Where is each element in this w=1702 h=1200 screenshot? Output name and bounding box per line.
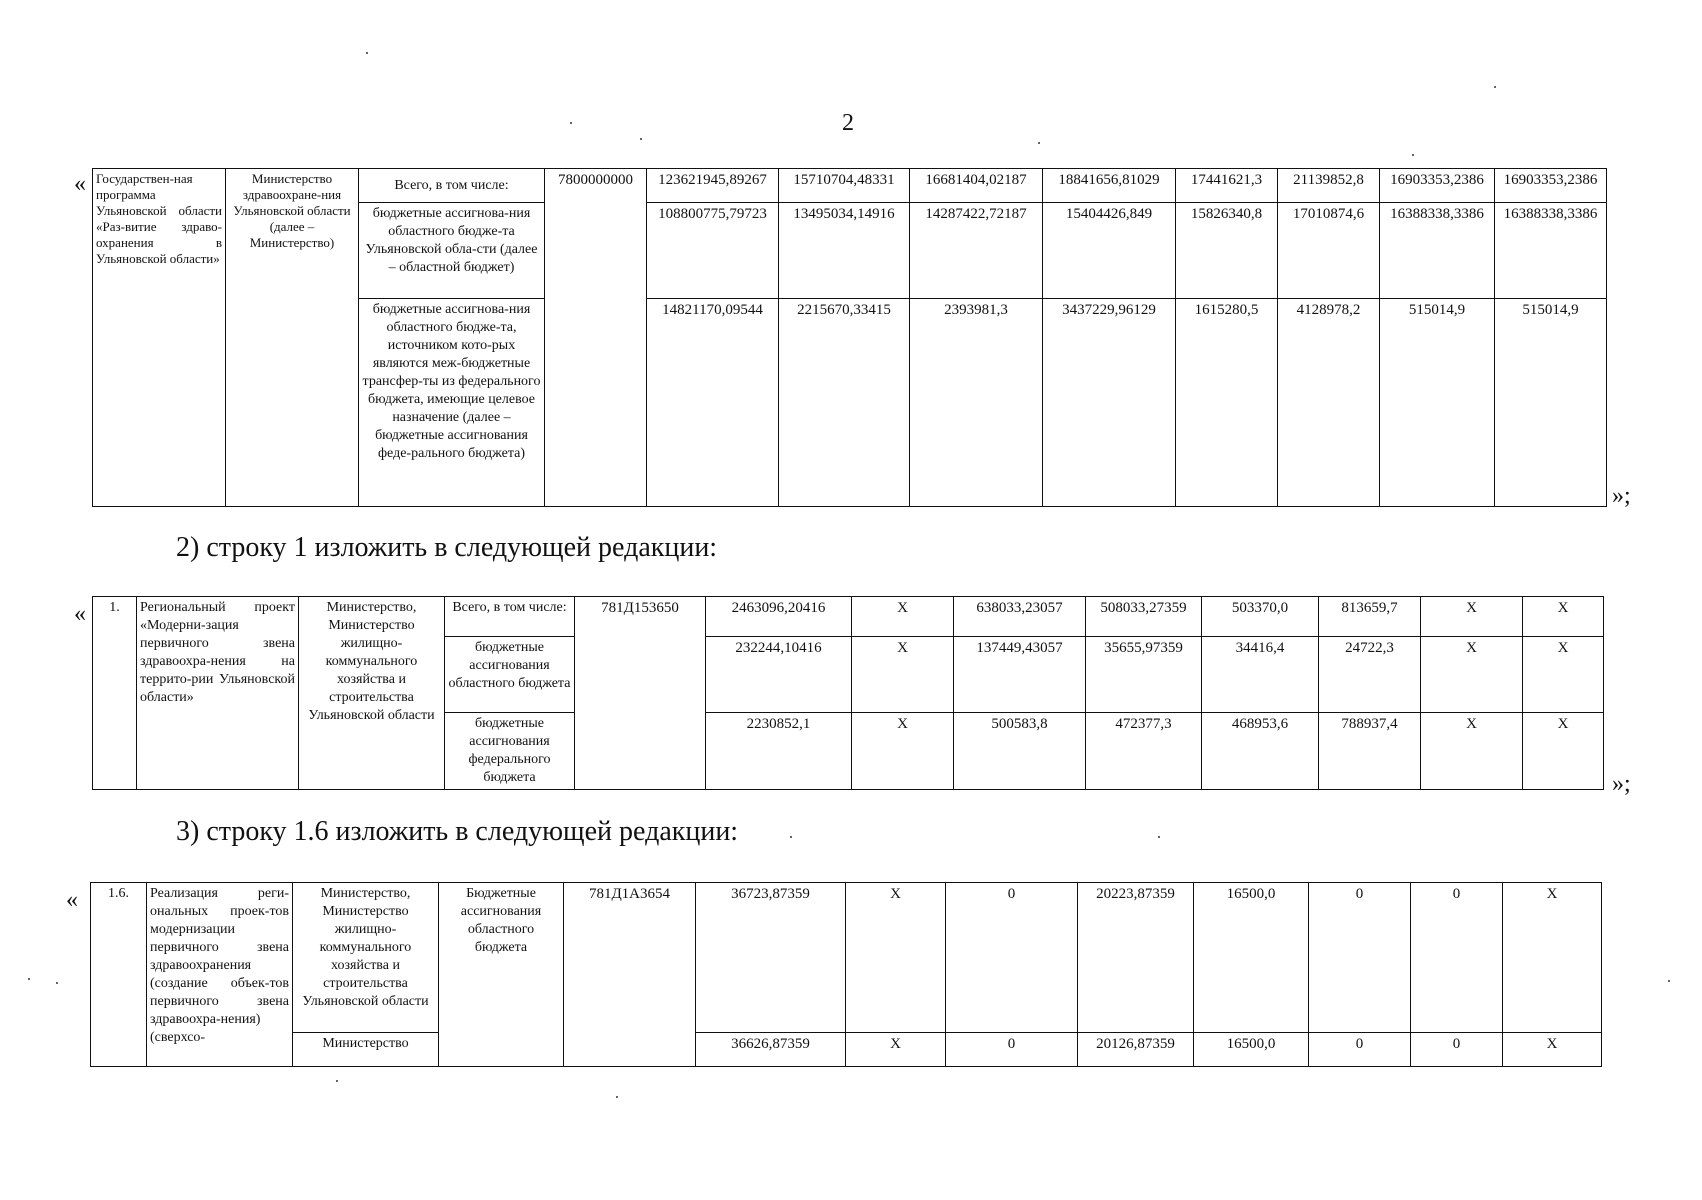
value-cell: X: [1421, 597, 1523, 637]
value-cell: 15404426,849: [1043, 203, 1176, 299]
scan-speck: [1158, 836, 1160, 838]
budget-code: 781Д1А3654: [564, 883, 696, 1067]
value-cell: 21139852,8: [1278, 169, 1380, 203]
heading-row-1-6: 3) строку 1.6 изложить в следующей редакции:: [176, 816, 739, 847]
scan-speck: [1668, 980, 1670, 982]
value-cell: 16388338,3386: [1380, 203, 1495, 299]
ministry-name: Министерство, Министерство жилищно-коммунального хозяйства и строительства Ульяновской области: [299, 597, 445, 790]
scan-speck: [1494, 86, 1496, 88]
value-cell: 16903353,2386: [1495, 169, 1607, 203]
project-name: Региональный проект «Модерни-зация первичного звена здравоохра-нения на террито-рии Ульяновской области»: [137, 597, 299, 790]
value-cell: 108800775,79723: [647, 203, 779, 299]
value-cell: 123621945,89267: [647, 169, 779, 203]
value-cell: 2463096,20416: [706, 597, 852, 637]
value-cell: 16388338,3386: [1495, 203, 1607, 299]
value-cell: 36723,87359: [696, 883, 846, 1033]
quote-open-3: «: [66, 887, 78, 913]
row-label: бюджетные ассигнова-ния областного бюдже-та, источником кото-рых являются меж-бюджетные трансфер-ты из федерального бюджета, имеющие целевое назначение (далее – бюджетные ассигнования феде-рального бюджета): [359, 299, 545, 507]
scan-speck: [28, 978, 30, 980]
row-label: бюджетные ассигнования федерального бюджета: [445, 713, 575, 790]
row-label: бюджетные ассигнова-ния областного бюдже-та Ульяновской обла-сти (далее – областной бюджет): [359, 203, 545, 299]
value-cell: X: [1503, 1033, 1602, 1067]
value-cell: 468953,6: [1202, 713, 1319, 790]
value-cell: 472377,3: [1086, 713, 1202, 790]
row-label: Всего, в том числе:: [359, 169, 545, 203]
value-cell: X: [1421, 713, 1523, 790]
ministry-name: Министерство, Министерство жилищно-коммунального хозяйства и строительства Ульяновской области: [293, 883, 439, 1033]
scan-speck: [570, 122, 572, 124]
value-cell: X: [852, 713, 954, 790]
budget-code: 7800000000: [545, 169, 647, 507]
quote-open-2: «: [74, 601, 86, 627]
value-cell: X: [852, 597, 954, 637]
value-cell: 4128978,2: [1278, 299, 1380, 507]
row-label: Бюджетные ассигнования областного бюджета: [439, 883, 564, 1067]
value-cell: 14287422,72187: [910, 203, 1043, 299]
value-cell: 18841656,81029: [1043, 169, 1176, 203]
value-cell: X: [1503, 883, 1602, 1033]
value-cell: 16500,0: [1194, 883, 1309, 1033]
ministry-name: Министерство здравоохране-ния Ульяновской области (далее – Министерство): [226, 169, 359, 507]
table-regional-project: [92, 596, 1604, 790]
value-cell: 16681404,02187: [910, 169, 1043, 203]
scan-speck: [640, 138, 642, 140]
budget-code: 781Д153650: [575, 597, 706, 790]
value-cell: 0: [946, 1033, 1078, 1067]
value-cell: 0: [1411, 883, 1503, 1033]
value-cell: 500583,8: [954, 713, 1086, 790]
value-cell: 35655,97359: [1086, 637, 1202, 713]
row-label: Всего, в том числе:: [445, 597, 575, 637]
value-cell: X: [846, 883, 946, 1033]
value-cell: X: [1523, 597, 1604, 637]
project-name: Реализация реги-ональных проек-тов модернизации первичного звена здравоохранения (создание объек-тов первичного звена здравоохра-нения) (сверхсо-: [147, 883, 293, 1067]
value-cell: X: [1523, 637, 1604, 713]
value-cell: 788937,4: [1319, 713, 1421, 790]
value-cell: 508033,27359: [1086, 597, 1202, 637]
value-cell: 0: [946, 883, 1078, 1033]
quote-open-1: «: [74, 171, 86, 197]
value-cell: X: [846, 1033, 946, 1067]
quote-close-1: »;: [1612, 483, 1631, 509]
value-cell: 17010874,6: [1278, 203, 1380, 299]
value-cell: 17441621,3: [1176, 169, 1278, 203]
table-state-program: [92, 168, 1607, 507]
row-number: 1.6.: [91, 883, 147, 1067]
value-cell: 34416,4: [1202, 637, 1319, 713]
value-cell: 503370,0: [1202, 597, 1319, 637]
value-cell: 0: [1411, 1033, 1503, 1067]
value-cell: 2215670,33415: [779, 299, 910, 507]
value-cell: 232244,10416: [706, 637, 852, 713]
scan-speck: [790, 836, 792, 838]
value-cell: 15826340,8: [1176, 203, 1278, 299]
value-cell: 2393981,3: [910, 299, 1043, 507]
value-cell: 515014,9: [1495, 299, 1607, 507]
program-name: Государствен-ная программа Ульяновской области «Раз-витие здраво-охранения в Ульяновской области»: [93, 169, 226, 507]
scan-speck: [366, 52, 368, 54]
value-cell: 813659,7: [1319, 597, 1421, 637]
row-number: 1.: [93, 597, 137, 790]
value-cell: 15710704,48331: [779, 169, 910, 203]
value-cell: 16500,0: [1194, 1033, 1309, 1067]
page-number: 2: [842, 110, 854, 136]
value-cell: X: [1421, 637, 1523, 713]
quote-close-2: »;: [1612, 771, 1631, 797]
value-cell: 20223,87359: [1078, 883, 1194, 1033]
value-cell: 36626,87359: [696, 1033, 846, 1067]
table-row-1-6: [90, 882, 1602, 1067]
value-cell: 16903353,2386: [1380, 169, 1495, 203]
value-cell: 137449,43057: [954, 637, 1086, 713]
scan-speck: [1412, 154, 1414, 156]
row-label: бюджетные ассигнования областного бюджета: [445, 637, 575, 713]
value-cell: 1615280,5: [1176, 299, 1278, 507]
ministry-name: Министерство: [293, 1033, 439, 1067]
value-cell: 0: [1309, 883, 1411, 1033]
scan-speck: [616, 1096, 618, 1098]
value-cell: 2230852,1: [706, 713, 852, 790]
value-cell: 14821170,09544: [647, 299, 779, 507]
value-cell: X: [852, 637, 954, 713]
value-cell: 13495034,14916: [779, 203, 910, 299]
value-cell: 0: [1309, 1033, 1411, 1067]
value-cell: 20126,87359: [1078, 1033, 1194, 1067]
value-cell: 515014,9: [1380, 299, 1495, 507]
scan-speck: [56, 982, 58, 984]
scan-speck: [336, 1080, 338, 1082]
value-cell: 3437229,96129: [1043, 299, 1176, 507]
value-cell: 638033,23057: [954, 597, 1086, 637]
scan-speck: [1038, 142, 1040, 144]
heading-row-1: 2) строку 1 изложить в следующей редакции:: [176, 532, 718, 563]
value-cell: X: [1523, 713, 1604, 790]
value-cell: 24722,3: [1319, 637, 1421, 713]
